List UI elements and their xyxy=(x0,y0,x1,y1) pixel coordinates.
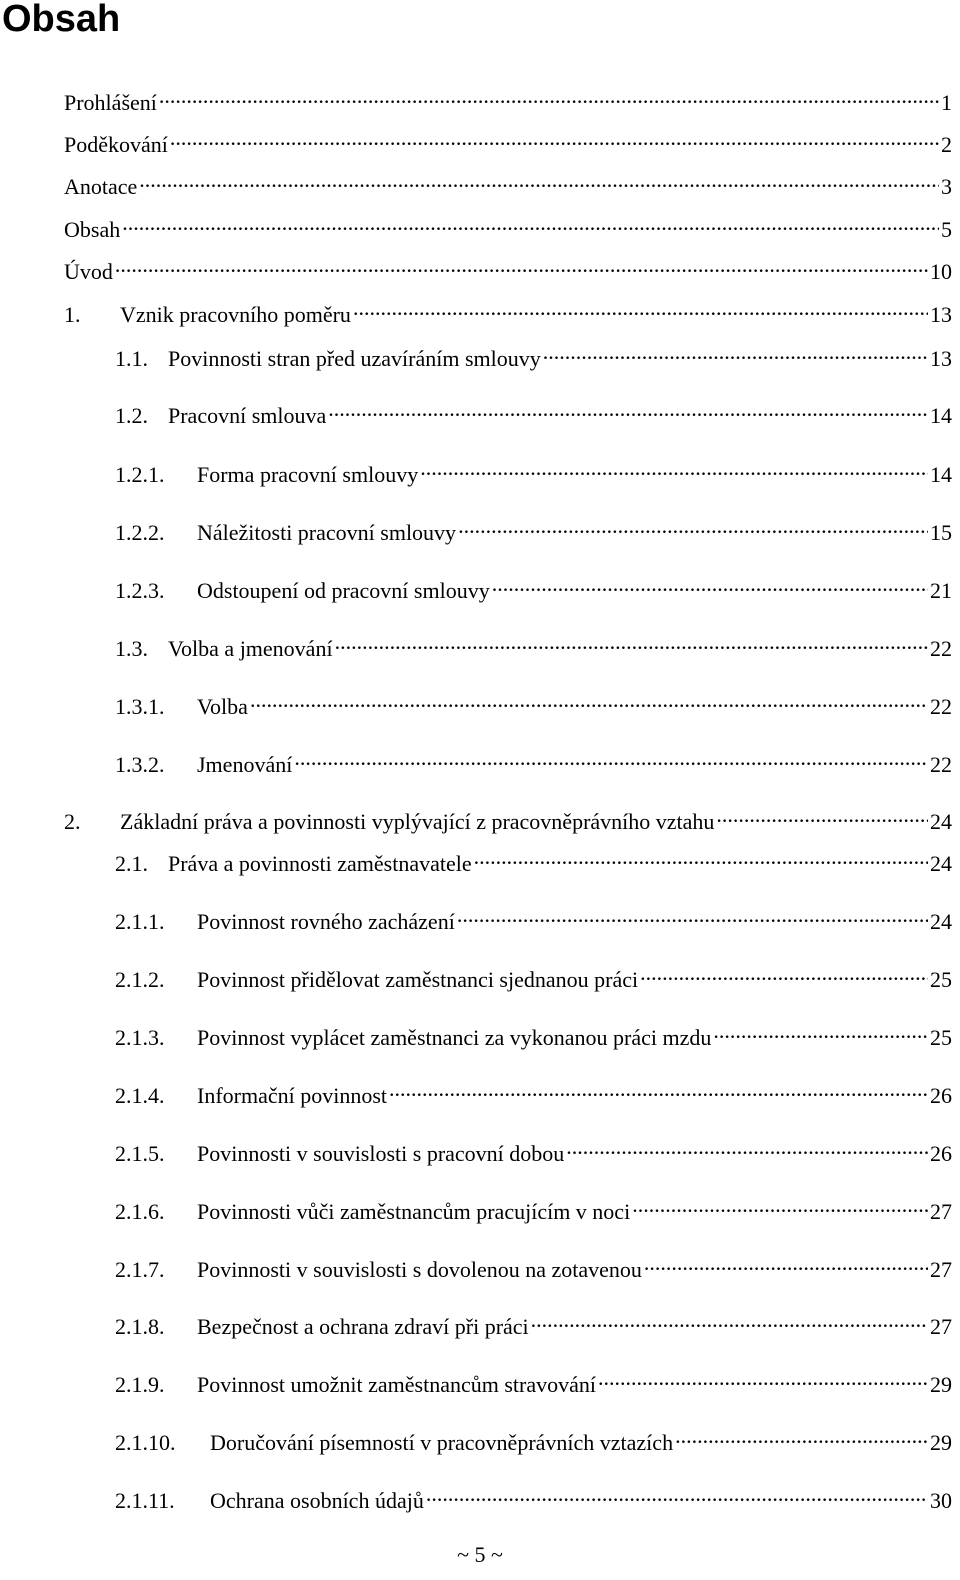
dot-leader xyxy=(474,843,928,871)
toc-entry-number: 1.3.1. xyxy=(115,694,165,719)
toc-entry-title: Jmenování xyxy=(197,752,293,777)
toc-entry-title: Doručování písemností v pracovněprávních vztazích xyxy=(210,1430,674,1455)
toc-entry-page-number: 24 xyxy=(930,909,952,934)
toc-entry-title: Povinnost přidělovat zaměstnanci sjednanou práci xyxy=(197,967,639,992)
toc-entry[interactable] xyxy=(115,1306,952,1339)
dot-leader xyxy=(389,1075,928,1103)
dot-leader xyxy=(159,82,939,110)
dot-leader xyxy=(566,1133,928,1161)
toc-entry-number: 2.1.6. xyxy=(115,1199,165,1224)
toc-entry[interactable] xyxy=(115,1017,952,1050)
dot-leader xyxy=(531,1306,928,1334)
toc-entry-number: 2.1.8. xyxy=(115,1314,165,1339)
toc-entry-page-number: 29 xyxy=(930,1372,952,1397)
toc-entry-number: 1.1. xyxy=(115,346,148,371)
toc-entry[interactable] xyxy=(64,124,952,157)
toc-entry-page-number: 2 xyxy=(941,132,952,157)
toc-entry[interactable] xyxy=(115,1191,952,1224)
toc-entry-number: 1.2. xyxy=(115,403,148,428)
toc-entry[interactable] xyxy=(64,209,952,242)
toc-entry[interactable] xyxy=(115,1133,952,1166)
dot-leader xyxy=(457,901,928,929)
toc-entry-number: 1. xyxy=(64,302,81,327)
toc-entry[interactable] xyxy=(115,570,952,603)
toc-entry-page-number: 24 xyxy=(930,851,952,876)
toc-entry-title: Povinnost umožnit zaměstnancům stravování xyxy=(197,1372,596,1397)
dot-leader xyxy=(250,686,928,714)
toc-entry-page-number: 22 xyxy=(930,752,952,777)
toc-entry[interactable] xyxy=(115,1422,952,1455)
toc-entry-title: Úvod xyxy=(64,259,113,284)
toc-entry-page-number: 14 xyxy=(930,462,952,487)
toc-entry[interactable] xyxy=(115,338,952,371)
toc-entry[interactable] xyxy=(115,686,952,719)
toc-entry-page-number: 1 xyxy=(941,90,952,115)
toc-entry[interactable] xyxy=(115,1480,952,1513)
toc-entry[interactable] xyxy=(115,1249,952,1282)
toc-entry[interactable] xyxy=(115,395,952,428)
toc-entry-title: Bezpečnost a ochrana zdraví při práci xyxy=(197,1314,529,1339)
toc-entry-number: 2.1.9. xyxy=(115,1372,165,1397)
toc-entry[interactable] xyxy=(64,251,952,284)
toc-entry-number: 2.1. xyxy=(115,851,148,876)
toc-entry-page-number: 24 xyxy=(930,809,952,834)
dot-leader xyxy=(458,512,928,540)
toc-entry-title: Pracovní smlouva xyxy=(168,403,327,428)
dot-leader xyxy=(713,1017,928,1045)
toc-entry-number: 2.1.4. xyxy=(115,1083,165,1108)
dot-leader xyxy=(170,124,939,152)
dot-leader xyxy=(598,1364,928,1392)
toc-entry-page-number: 26 xyxy=(930,1141,952,1166)
toc-entry-page-number: 21 xyxy=(930,578,952,603)
toc-entry-title: Povinnost vyplácet zaměstnanci za vykonanou práci mzdu xyxy=(197,1025,712,1050)
toc-entry-title: Práva a povinnosti zaměstnavatele xyxy=(168,851,472,876)
toc-entry[interactable] xyxy=(115,1075,952,1108)
toc-entry-title: Ochrana osobních údajů xyxy=(210,1488,424,1513)
toc-entry-title: Povinnosti v souvislosti s pracovní dobou xyxy=(197,1141,565,1166)
dot-leader xyxy=(543,338,928,366)
dot-leader xyxy=(632,1191,928,1219)
toc-entry[interactable] xyxy=(115,959,952,992)
toc-entry-page-number: 26 xyxy=(930,1083,952,1108)
dot-leader xyxy=(335,628,928,656)
dot-leader xyxy=(492,570,928,598)
toc-entry[interactable] xyxy=(115,1364,952,1397)
toc-entry-number: 2.1.10. xyxy=(115,1430,176,1455)
dot-leader xyxy=(139,166,939,194)
toc-entry[interactable] xyxy=(115,901,952,934)
toc-entry-page-number: 29 xyxy=(930,1430,952,1455)
toc-entry[interactable] xyxy=(64,294,952,327)
toc-entry-title: Povinnosti vůči zaměstnancům pracujícím v noci xyxy=(197,1199,631,1224)
dot-leader xyxy=(716,801,928,829)
dot-leader xyxy=(122,209,939,237)
toc-entry-title: Forma pracovní smlouvy xyxy=(197,462,419,487)
toc-entry-number: 1.2.1. xyxy=(115,462,165,487)
toc-entry-number: 2.1.3. xyxy=(115,1025,165,1050)
toc-entry-number: 2.1.1. xyxy=(115,909,165,934)
toc-entry-page-number: 25 xyxy=(930,967,952,992)
toc-entry-title: Vznik pracovního poměru xyxy=(120,302,351,327)
toc-entry-page-number: 27 xyxy=(930,1257,952,1282)
toc-entry-title: Obsah xyxy=(64,217,121,242)
toc-entry-page-number: 25 xyxy=(930,1025,952,1050)
toc-entry-title: Odstoupení od pracovní smlouvy xyxy=(197,578,490,603)
dot-leader xyxy=(640,959,928,987)
toc-entry-page-number: 3 xyxy=(941,174,952,199)
toc-entry-number: 2.1.5. xyxy=(115,1141,165,1166)
toc-entry[interactable] xyxy=(115,628,952,661)
toc-entry-page-number: 5 xyxy=(941,217,952,242)
toc-entry[interactable] xyxy=(115,843,952,876)
toc-entry-page-number: 22 xyxy=(930,636,952,661)
toc-entry-title: Povinnost rovného zacházení xyxy=(197,909,455,934)
dot-leader xyxy=(644,1249,928,1277)
dot-leader xyxy=(294,744,928,772)
toc-entry-number: 2.1.7. xyxy=(115,1257,165,1282)
toc-entry-page-number: 13 xyxy=(930,346,952,371)
toc-entry-page-number: 30 xyxy=(930,1488,952,1513)
toc-entry-number: 2.1.2. xyxy=(115,967,165,992)
dot-leader xyxy=(675,1422,928,1450)
page-number-footer: ~ 5 ~ xyxy=(457,1542,503,1567)
dot-leader xyxy=(426,1480,928,1508)
toc-entry-title: Poděkování xyxy=(64,132,168,157)
toc-entry-page-number: 27 xyxy=(930,1314,952,1339)
toc-entry-title: Prohlášení xyxy=(64,90,157,115)
toc-entry-page-number: 10 xyxy=(930,259,952,284)
toc-entry[interactable] xyxy=(115,744,952,777)
toc-entry-number: 1.2.3. xyxy=(115,578,165,603)
toc-entry[interactable] xyxy=(64,801,952,834)
toc-entry-title: Povinnosti v souvislosti s dovolenou na zotavenou xyxy=(197,1257,642,1282)
toc-entry-page-number: 22 xyxy=(930,694,952,719)
toc-entry-page-number: 27 xyxy=(930,1199,952,1224)
toc-entry-title: Základní práva a povinnosti vyplývající z pracovněprávního vztahu xyxy=(120,809,715,834)
dot-leader xyxy=(353,294,928,322)
toc-entry-title: Informační povinnost xyxy=(197,1083,388,1108)
toc-entry-number: 1.2.2. xyxy=(115,520,165,545)
dot-leader xyxy=(420,454,928,482)
toc-entry-title: Náležitosti pracovní smlouvy xyxy=(197,520,457,545)
toc-entry[interactable] xyxy=(64,166,952,199)
dot-leader xyxy=(115,251,928,279)
toc-entry-number: 2.1.11. xyxy=(115,1488,175,1513)
toc-entry-number: 1.3.2. xyxy=(115,752,165,777)
toc-entry-title: Volba a jmenování xyxy=(168,636,333,661)
toc-entry-number: 2. xyxy=(64,809,81,834)
toc-entry-title: Volba xyxy=(197,694,248,719)
toc-entry-page-number: 15 xyxy=(930,520,952,545)
toc-entry-page-number: 14 xyxy=(930,403,952,428)
toc-entry-title: Povinnosti stran před uzavíráním smlouvy xyxy=(168,346,541,371)
toc-entry-page-number: 13 xyxy=(930,302,952,327)
dot-leader xyxy=(328,395,928,423)
toc-entry-title: Anotace xyxy=(64,174,138,199)
toc-entry[interactable] xyxy=(115,454,952,487)
toc-entry[interactable] xyxy=(64,82,952,115)
toc-entry[interactable] xyxy=(115,512,952,545)
page-title: Obsah xyxy=(2,0,121,40)
toc-entry-number: 1.3. xyxy=(115,636,148,661)
